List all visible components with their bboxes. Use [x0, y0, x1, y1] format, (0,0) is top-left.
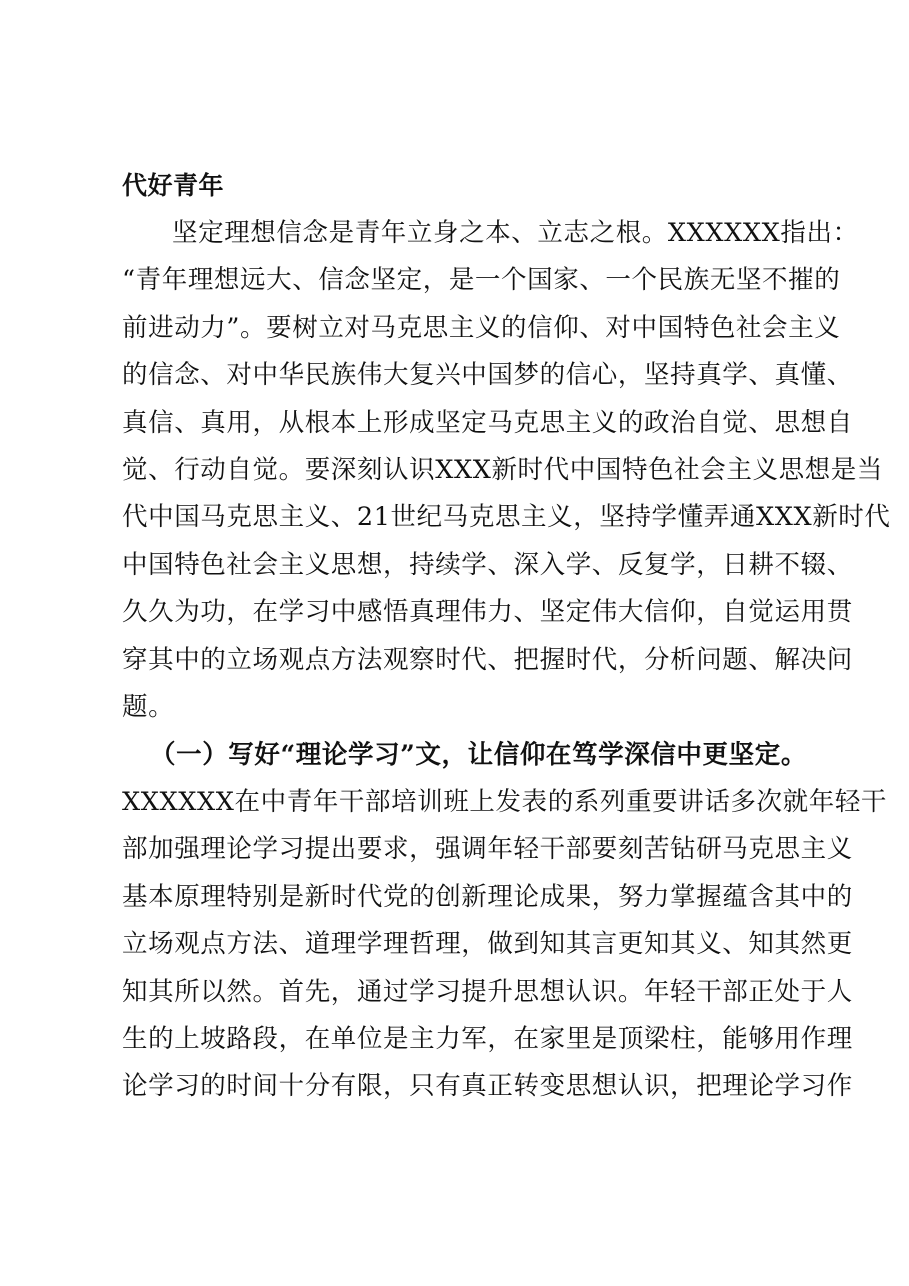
- section-heading: 代好青年: [122, 171, 225, 200]
- paragraph-2-line-6: 知其所以然。首先，通过学习提升思想认识。年轻干部正处于人: [122, 977, 853, 1007]
- paragraph-1-line-8: 中国特色社会主义思想，持续学、深入学、反复学，日耕不辍、: [122, 550, 853, 580]
- paragraph-1-line-10: 穿其中的立场观点方法观察时代、把握时代，分析问题、解决问: [122, 645, 853, 675]
- paragraph-2-line-8: 论学习的时间十分有限，只有真正转变思想认识，把理论学习作: [122, 1071, 853, 1101]
- paragraph-2-line-3: 部加强理论学习提出要求，强调年轻干部要刻苦钻研马克思主义: [122, 834, 853, 864]
- paragraph-1-line-3: 前进动力”。要树立对马克思主义的信仰、对中国特色社会主义: [122, 313, 841, 343]
- paragraph-1-line-7: 代中国马克思主义、21世纪马克思主义，坚持学懂弄通XXX新时代: [122, 502, 891, 532]
- paragraph-1-line-9: 久久为功，在学习中感悟真理伟力、坚定伟大信仰，自觉运用贯: [122, 597, 853, 627]
- paragraph-2-line-1: （一）写好“理论学习”文，让信仰在笃学深信中更坚定。: [150, 740, 807, 770]
- paragraph-1-line-11: 题。: [122, 692, 175, 722]
- paragraph-2-line-7: 生的上坡路段，在单位是主力军，在家里是顶梁柱，能够用作理: [122, 1024, 853, 1054]
- paragraph-1-line-5: 真信、真用，从根本上形成坚定马克思主义的政治自觉、思想自: [122, 408, 853, 438]
- paragraph-2-line-5: 立场观点方法、道理学理哲理，做到知其言更知其义、知其然更: [122, 929, 853, 959]
- paragraph-1-line-6: 觉、行动自觉。要深刻认识XXX新时代中国特色社会主义思想是当: [122, 455, 883, 485]
- paragraph-2-line-2: XXXXXX在中青年干部培训班上发表的系列重要讲话多次就年轻干: [122, 787, 888, 817]
- paragraph-1-line-1: 坚定理想信念是青年立身之本、立志之根。XXXXXX指出：: [172, 218, 859, 248]
- paragraph-1-line-4: 的信念、对中华民族伟大复兴中国梦的信心，坚持真学、真懂、: [122, 360, 853, 390]
- paragraph-2-line-4: 基本原理特别是新时代党的创新理论成果，努力掌握蕴含其中的: [122, 882, 853, 912]
- paragraph-1-line-2: “青年理想远大、信念坚定，是一个国家、一个民族无坚不摧的: [122, 265, 841, 295]
